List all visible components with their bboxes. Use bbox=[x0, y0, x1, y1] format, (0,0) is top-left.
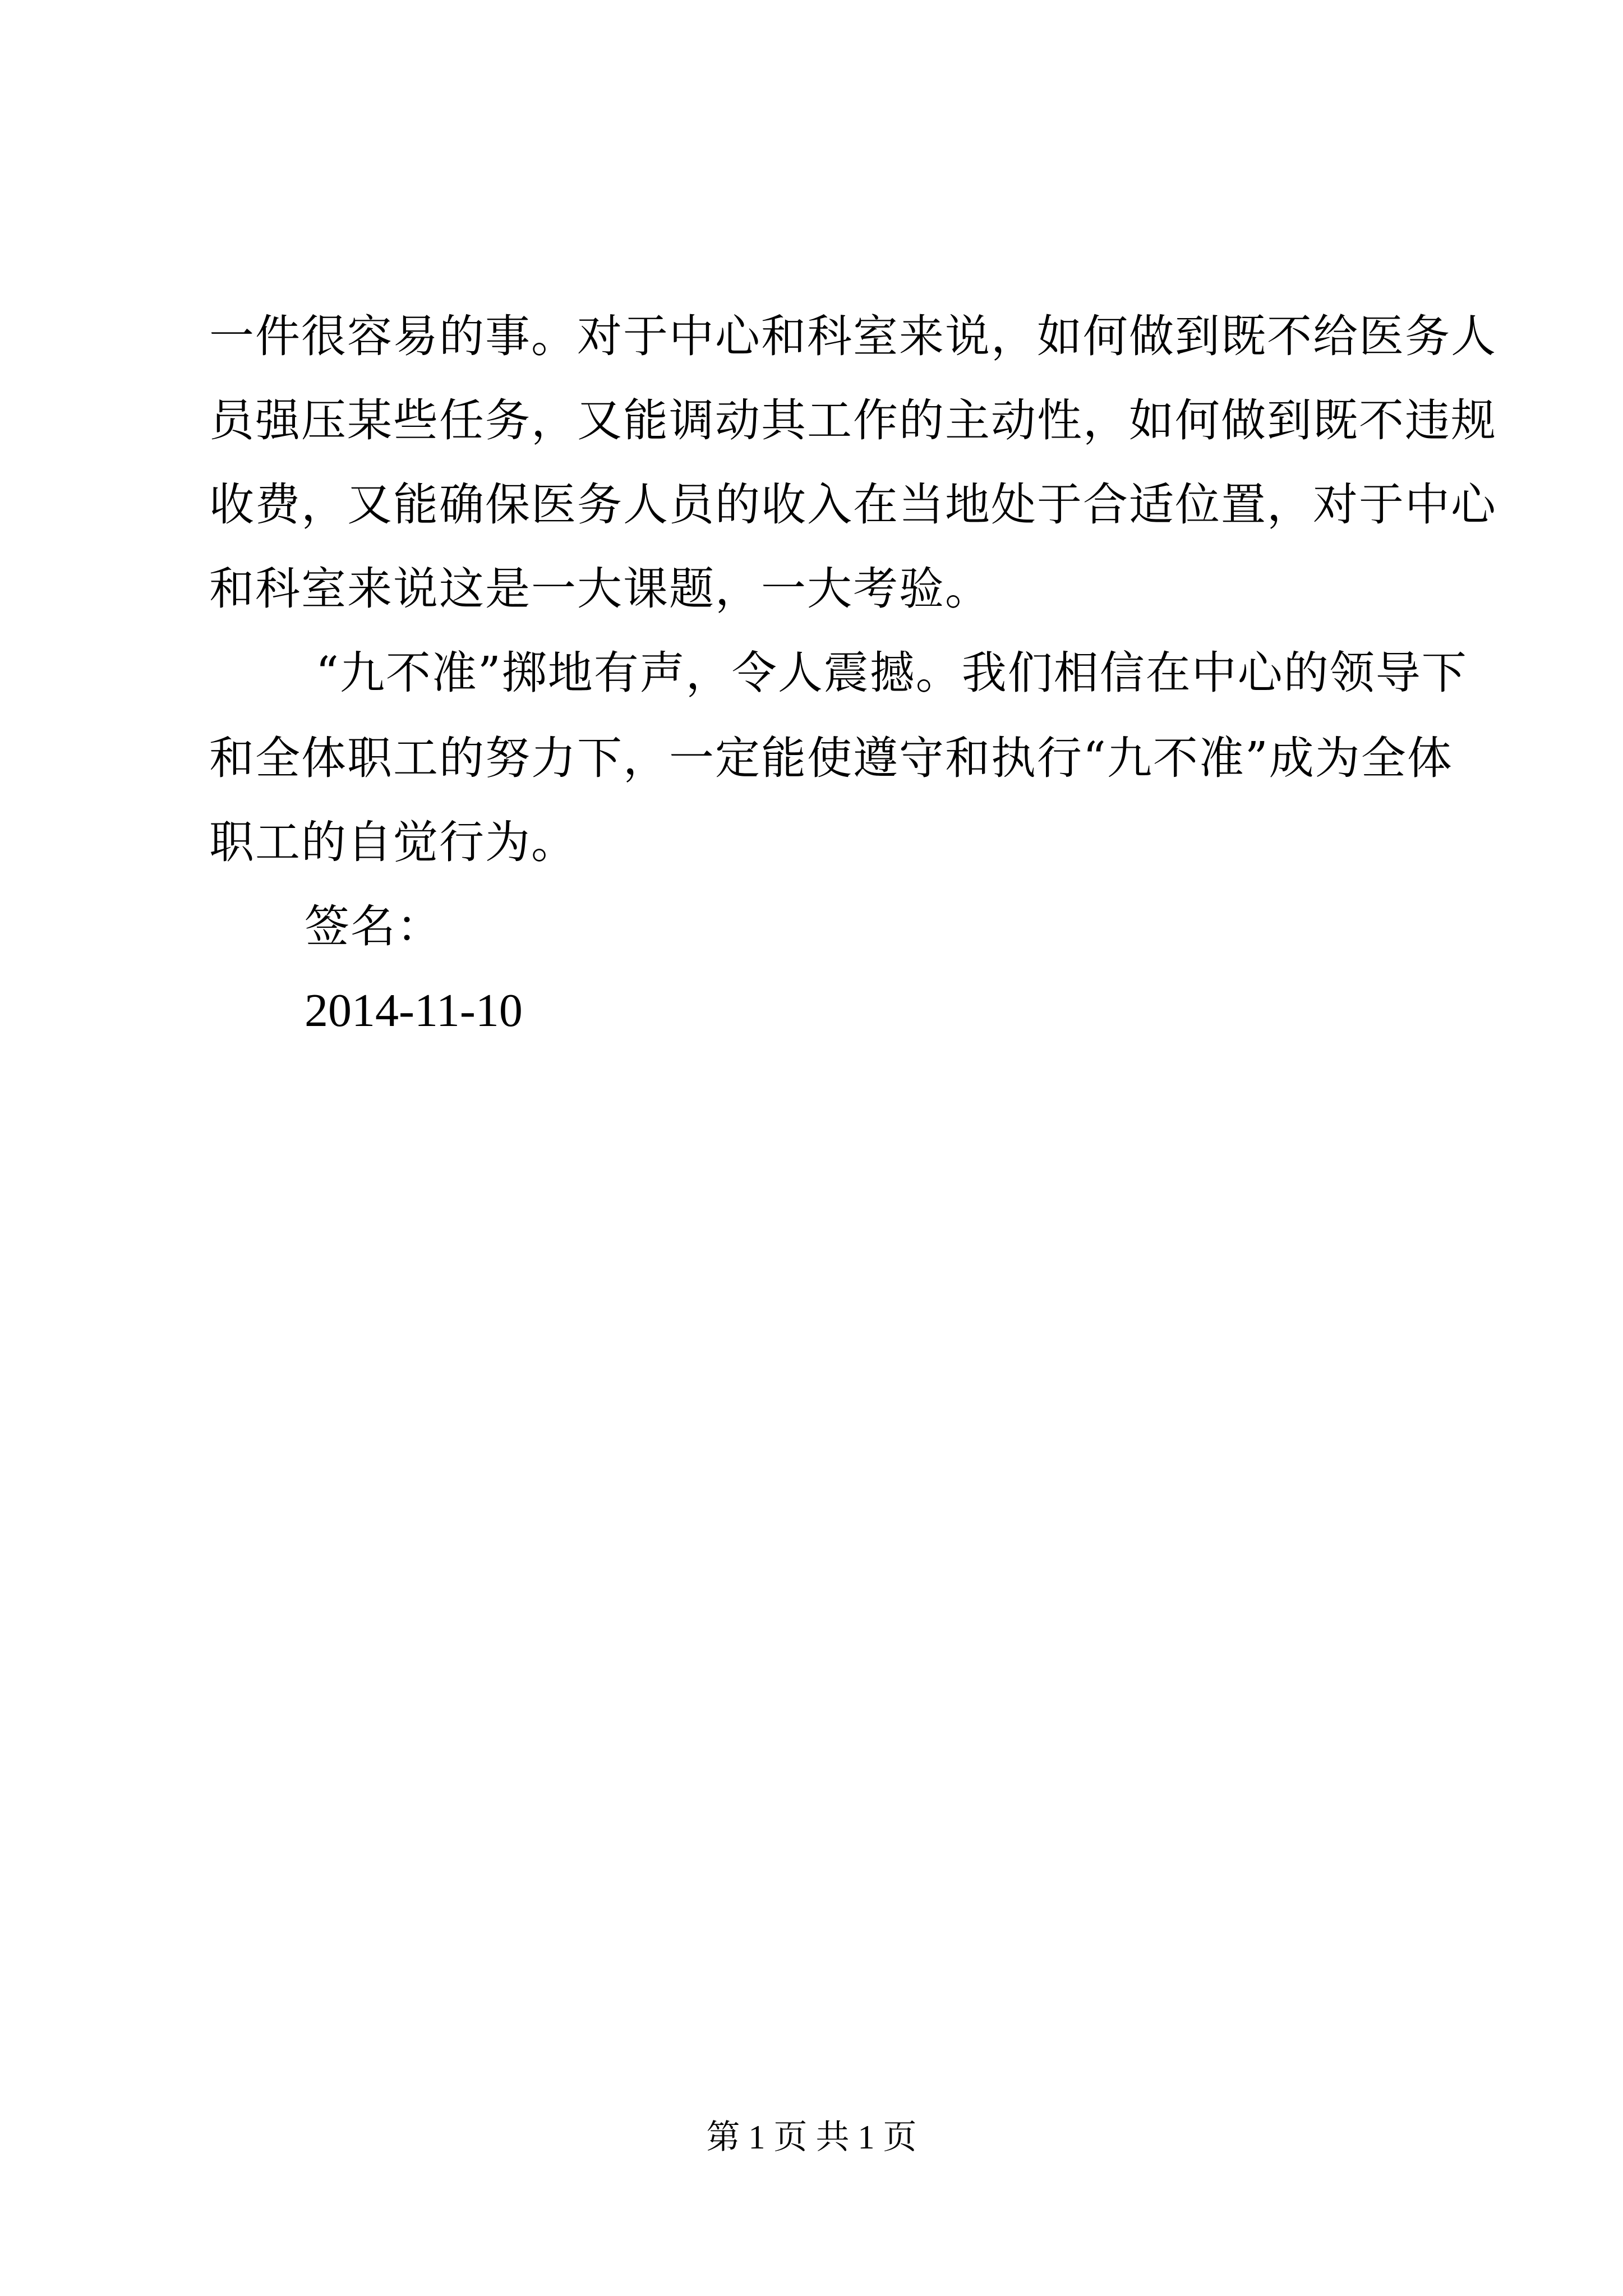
paragraph-line: 一件很容易的事。对于中心和科室来说，如何做到既不给医务人 bbox=[209, 310, 1497, 362]
document-date: 2014-11-10 bbox=[305, 984, 523, 1037]
paragraph-line: 职工的自觉行为。 bbox=[209, 816, 577, 868]
paragraph-line: 和全体职工的努力下，一定能使遵守和执行“九不准”成为全体 bbox=[209, 732, 1453, 784]
paragraph-line: 和科室来说这是一大课题，一大考验。 bbox=[209, 563, 991, 615]
paragraph-line: “九不准”掷地有声，令人震撼。我们相信在中心的领导下 bbox=[316, 647, 1468, 699]
paragraph-line: 收费，又能确保医务人员的收入在当地处于合适位置，对于中心 bbox=[209, 478, 1497, 531]
signature-label: 签名： bbox=[305, 900, 442, 953]
page-footer: 第 1 页 共 1 页 bbox=[706, 2119, 917, 2156]
paragraph-line: 员强压某些任务，又能调动其工作的主动性，如何做到既不违规 bbox=[209, 394, 1497, 447]
